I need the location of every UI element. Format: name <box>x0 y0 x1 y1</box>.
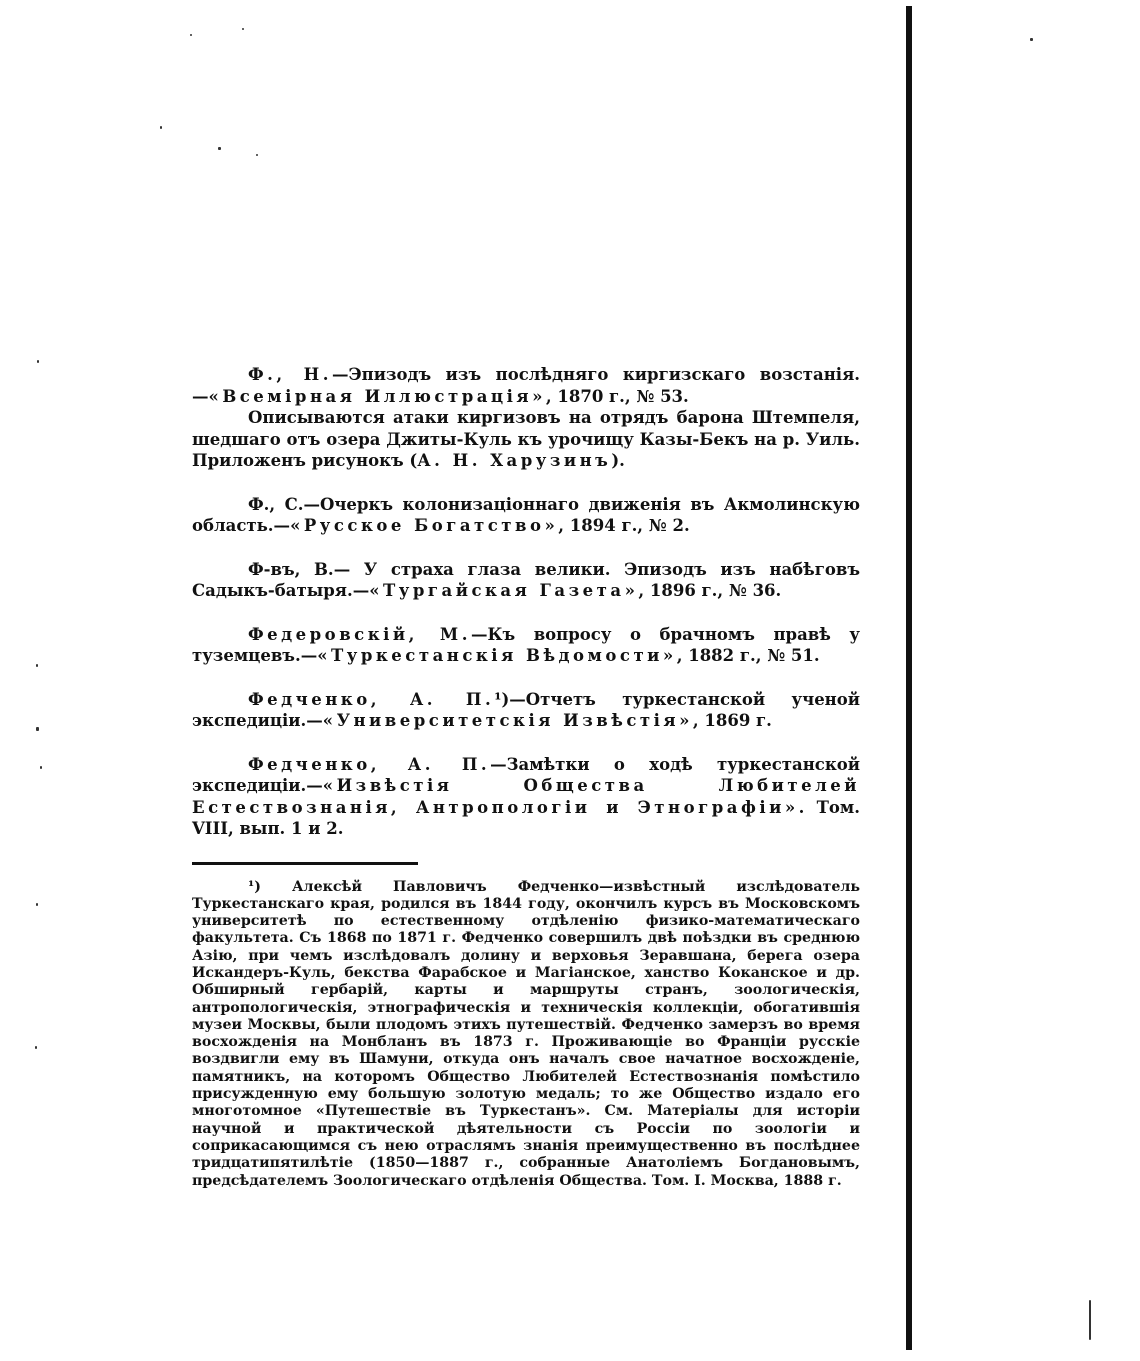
entry-title: —Замѣтки о ходѣ туркестанской экспедиціи.— <box>192 754 860 795</box>
entry-details: , 1882 г., № 51. <box>676 646 820 665</box>
entry-title: —Эпизодъ изъ послѣдняго киргизскаго возстанія.— <box>192 365 860 406</box>
footnote-separator <box>192 862 418 865</box>
entry-author: Ф., Н. <box>248 365 333 384</box>
entry-author: Федченко, А. П. <box>248 689 495 709</box>
entry-author: Ф., С. <box>248 494 304 514</box>
scan-speck <box>256 154 258 156</box>
entry-details: , 1894 г., № 2. <box>558 516 690 535</box>
entry-title: — У страха глаза велики. Эпизодъ изъ набѣговъ Садыкъ-батыря.— <box>192 559 860 600</box>
entry-author: Ф-въ, В. <box>248 559 334 579</box>
scan-speck <box>37 360 39 363</box>
entry-details: , 1870 г., № 53. <box>545 386 689 406</box>
entry-description: Описываются атаки киргизовъ на отрядъ барона Штемпеля, шедшаго отъ озера Джиты-Куль къ урочищу Казы-Бекъ на р. Уиль. Приложенъ рисунокъ ( <box>192 408 860 470</box>
scan-speck <box>1030 38 1033 41</box>
scan-speck <box>40 766 42 769</box>
bibliography-entry <box>192 754 860 840</box>
scan-speck <box>242 28 244 30</box>
entry-publication: «Туркестанскія Вѣдомости» <box>317 646 677 665</box>
entry-publication: «Университетскія Извѣстія» <box>322 711 693 730</box>
scan-speck <box>218 147 221 150</box>
scan-speck <box>160 126 162 129</box>
entry-details: , 1896 г., № 36. <box>638 581 782 600</box>
entry-author: Федченко, А. П. <box>248 754 491 774</box>
entry-description-end: ). <box>611 451 625 470</box>
bibliography-entry <box>192 494 860 537</box>
entry-author: Федеровскій, М. <box>248 624 471 644</box>
entry-details: . Том. VIII, вып. 1 и 2. <box>192 797 860 838</box>
entry-publication: «Русское Богатство» <box>290 516 559 535</box>
scan-speck <box>36 664 38 667</box>
entry-title: ¹)—Отчетъ туркестанской ученой экспедиціи.— <box>192 689 861 730</box>
entry-details: , 1869 г. <box>692 711 772 730</box>
entry-publication: «Всемірная Иллюстрація» <box>208 386 546 406</box>
bibliography-entry <box>192 689 860 732</box>
footnote: ¹) Алексѣй Павловичъ Федченко—извѣстный изслѣдователь Туркестанскаго края, родился въ 1844 году, окончилъ курсъ въ Московскомъ университетѣ по естественному отдѣленію физико-математическаго факультета. Съ 1868 по 1871 г. Федченко совершилъ двѣ поѣздки въ среднюю Азію, при чемъ изслѣдовалъ долину и верховья Зеравшана, берега озера Искандеръ-Куль, бекства Фарабское и Магіанское, ханство Коканское и др. Обширный гербарій, карты и маршруты странъ, зоологическія, антропологическія, этнографическія и техническія коллекціи, обогатившія музеи Москвы, были плодомъ этихъ путешествій. Федченко замерзъ во время восхожденія на Монбланъ въ 1873 г. Проживающіе во Франціи русскіе воздвигли ему въ Шамуни, откуда онъ началъ свое начатное восхожденіе, памятникъ, на которомъ Общество Любителей Естествознанія помѣстило присужденную ему большую золотую медаль; то же Общество издало его многотомное «Путешествіе въ Туркестанъ». См. Матеріалы для исторіи научной и практической дѣятельности съ Россіи по зоологіи и соприкасающимся съ нею отраслямъ знанія преимущественно въ послѣднее тридцатипятилѣтіе (1850—1887 г., собранные Анатоліемъ Богдановымъ, предсѣдателемъ Зоологическаго отдѣленія Общества. Том. I. Москва, 1888 г. <box>192 878 860 1189</box>
entry-illustrator: А. Н. Харузинъ <box>417 451 612 470</box>
bibliography-content <box>192 364 860 1190</box>
bibliography-entry <box>192 559 860 602</box>
scan-speck <box>36 903 38 906</box>
entry-publication: «Извѣстія Общества Любителей Естествознанія, Антропологіи и Этнографіи» <box>192 776 860 817</box>
entry-publication: «Тургайская Газета» <box>369 581 639 600</box>
scan-speck <box>35 1046 37 1049</box>
scan-page-edge <box>906 6 912 1350</box>
scan-speck <box>1089 1300 1091 1340</box>
bibliography-entry <box>192 364 860 472</box>
entry-title: —Къ вопросу о брачномъ правѣ у туземцевъ.— <box>192 624 860 665</box>
entry-title: —Очеркъ колонизаціоннаго движенія въ Акмолинскую область.— <box>192 494 861 535</box>
scan-speck <box>36 727 39 731</box>
bibliography-entry <box>192 624 860 667</box>
scan-speck <box>190 34 192 36</box>
